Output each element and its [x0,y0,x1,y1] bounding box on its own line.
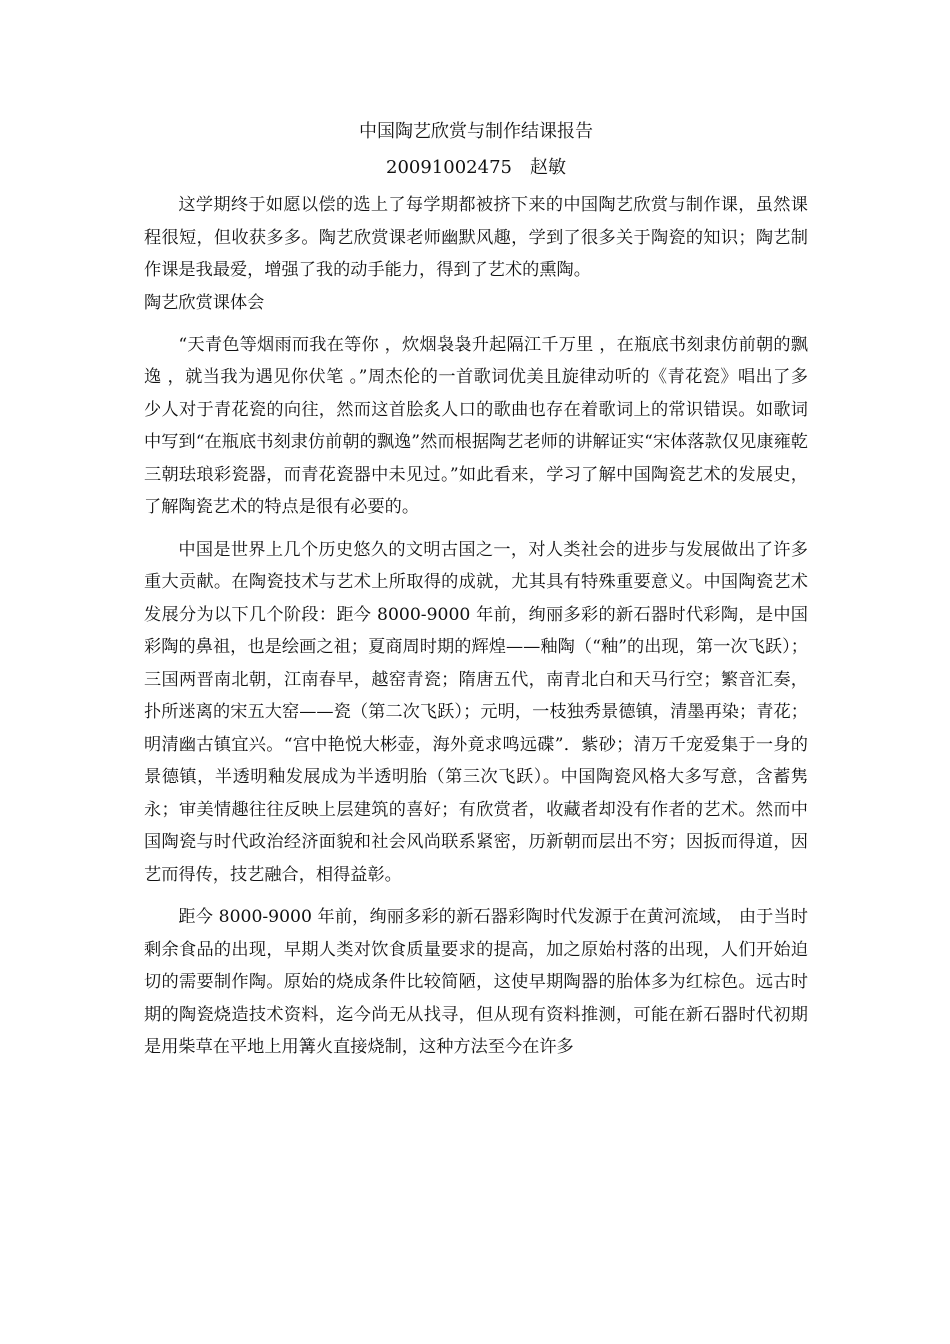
document-title: 中国陶艺欣赏与制作结课报告 [359,121,593,142]
body-paragraph-history: 中国是世界上几个历史悠久的文明古国之一，对人类社会的进步与发展做出了许多重大贡献。在陶瓷技术与艺术上所取得的成就，尤其具有特殊重要意义。中国陶瓷艺术发展分为以下几个阶段：距今 8000-9000 年前，绚丽多彩的新石器时代彩陶，是中国彩陶的鼻祖，也是绘画之祖；夏商周时期的辉煌——釉陶（“釉”的出现，第一次飞跃）；三国两晋南北朝，江南春早，越窑青瓷；隋唐五代，南青北白和天马行空；繁音汇奏，扑所迷离的宋五大窑——瓷（第二次飞跃）；元明，一枝独秀景德镇，清墨再染；青花；明清幽古镇宜兴。“宫中艳悦大彬壶，海外竟求鸣远碟”．紫砂；清万千宠爱集于一身的景德镇，半透明釉发展成为半透明胎（第三次飞跃）。中国陶瓷风格大多写意，含蓄隽永；审美情趣往往反映上层建筑的喜好；有欣赏者，收藏者却没有作者的艺术。然而中国陶瓷与时代政治经济面貌和社会风尚联系紧密，历新朝而层出不穷；因扳而得道，因艺而得传，技艺融合，相得益彰。 [144,539,808,885]
intro-paragraph: 这学期终于如愿以偿的选上了每学期都被挤下来的中国陶艺欣赏与制作课，虽然课程很短，但收获多多。陶艺欣赏课老师幽默风趣，学到了很多关于陶瓷的知识；陶艺制作课是我最爱，增强了我的动手能力，得到了艺术的熏陶。 [144,195,808,280]
body-paragraph-neolithic: 距今 8000-9000 年前，绚丽多彩的新石器彩陶时代发源于在黄河流域， 由于当时剩余食品的出现，早期人类对饮食质量要求的提高，加之原始村落的出现，人们开始迫切的需要制作陶。原始的烧成条件比较简陋，这使早期陶器的胎体多为红棕色。远古时期的陶瓷烧造技术资料，迄今尚无从找寻，但从现有资料推测，可能在新石器时代初期是用柴草在平地上用篝火直接烧制，这种方法至今在许多 [144,907,808,1057]
student-id-and-name: 20091002475 赵敏 [386,157,566,178]
body-paragraph-qinghuaci: “天青色等烟雨而我在等你 ，炊烟袅袅升起隔江千万里 ，在瓶底书刻隶仿前朝的飘逸 ，就当我为遇见你伏笔 。”周杰伦的一首歌词优美且旋律动听的《青花瓷》唱出了多少人对于青花瓷的向往，然而这首脍炙人口的歌曲也存在着歌词上的常识错误。如歌词中写到“在瓶底书刻隶仿前朝的飘逸”然而根据陶艺老师的讲解证实“宋体落款仅见康雍乾三朝珐琅彩瓷器，而青花瓷器中未见过。”如此看来，学习了解中国陶瓷艺术的发展史，了解陶瓷艺术的特点是很有必要的。 [144,334,808,517]
section-heading: 陶艺欣赏课体会 [144,292,265,313]
document-body [144,117,808,1064]
